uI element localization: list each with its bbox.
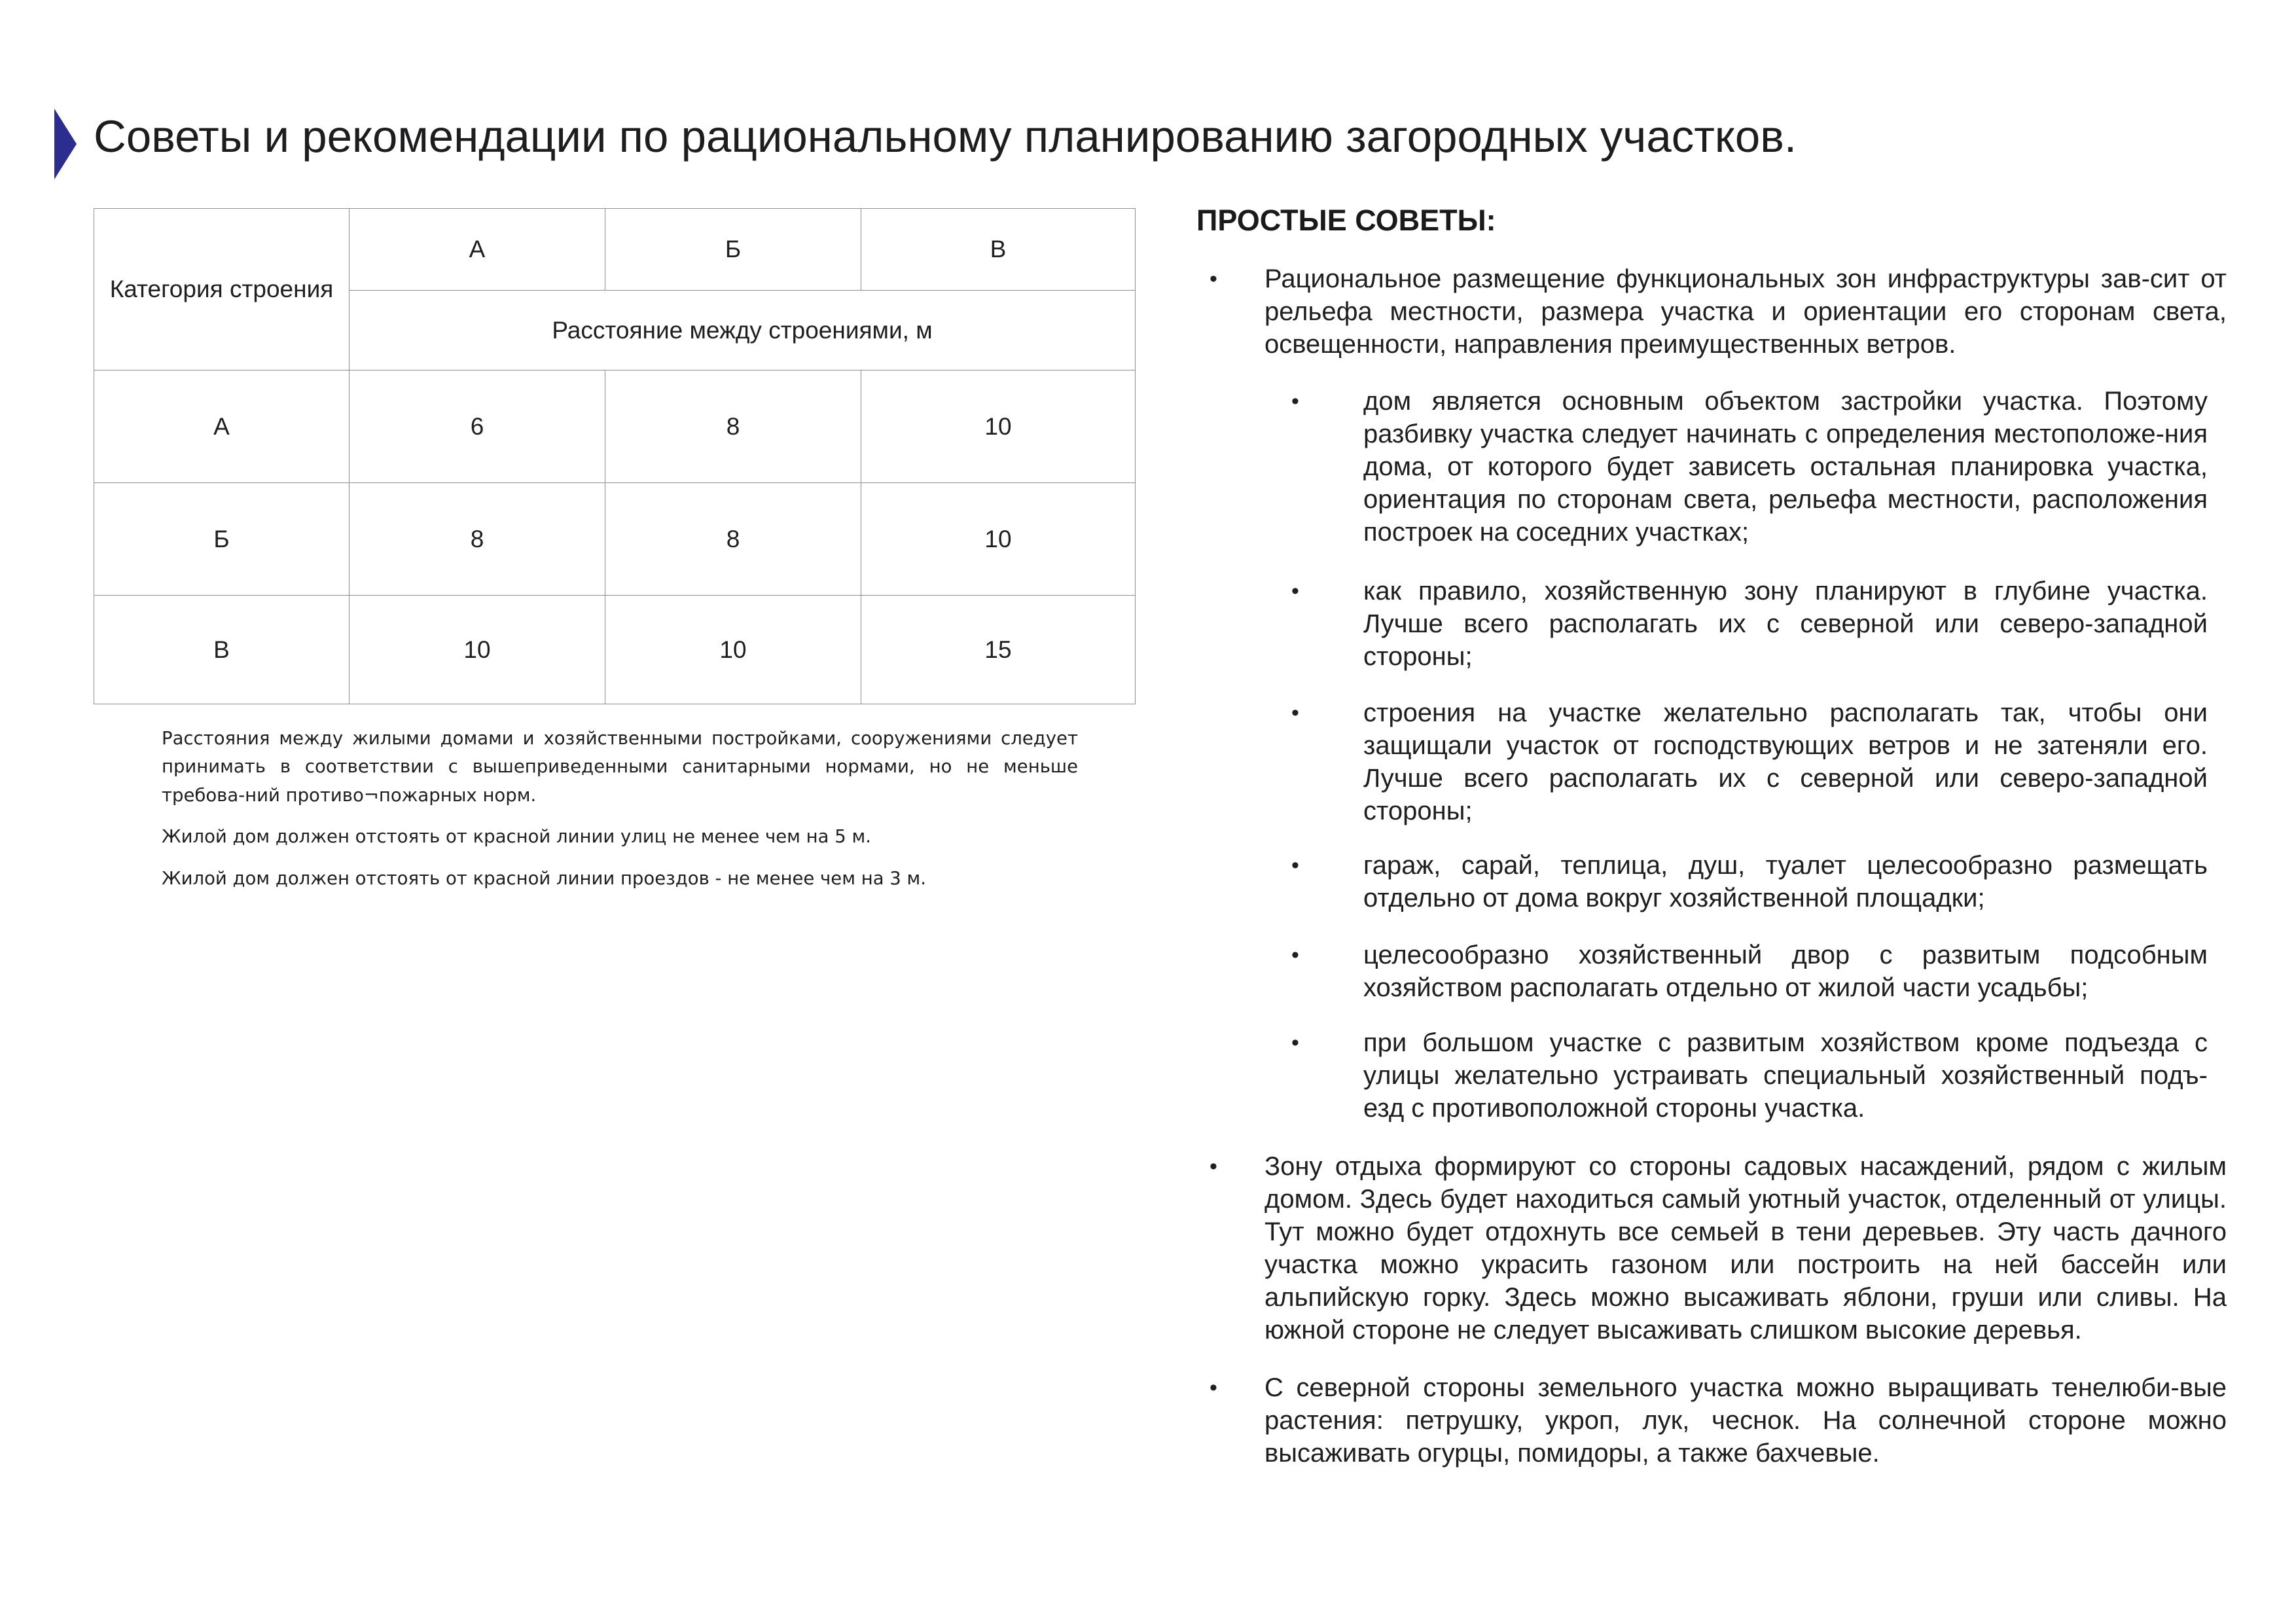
sub-tip-item bbox=[1291, 385, 2208, 549]
table-cell: 8 bbox=[605, 483, 861, 596]
header-col-a: А bbox=[350, 209, 605, 291]
table-cell: 6 bbox=[350, 370, 605, 483]
footnote: Жилой дом должен отстоять от красной линии улиц не менее чем на 5 м. bbox=[162, 826, 871, 848]
table-cell: 10 bbox=[605, 596, 861, 704]
sub-tip-item bbox=[1291, 575, 2208, 673]
sub-tip-text: строения на участке желательно располагать так, чтобы они защищали участок от господствующих ветров и не затеняли его. Лучше всего располагать их с северной или северо-западной стороны; bbox=[1363, 698, 2208, 825]
table-cell: 10 bbox=[861, 483, 1136, 596]
bullet-icon: • bbox=[1210, 1375, 1217, 1400]
bullet-icon: • bbox=[1291, 389, 1299, 414]
tip-text: Рациональное размещение функциональных зон инфраструктуры зав-сит от рельефа местности, размера участка и ориентации его сторонам света, освещенности, направления преимущественных ветров. bbox=[1265, 264, 2227, 359]
bullet-icon: • bbox=[1291, 943, 1299, 967]
sub-tip-item bbox=[1291, 1026, 2208, 1125]
table-cell: 10 bbox=[350, 596, 605, 704]
table-cell: 15 bbox=[861, 596, 1136, 704]
header-col-v: В bbox=[861, 209, 1136, 291]
tip-item bbox=[1210, 262, 2227, 361]
row-category: В bbox=[94, 596, 350, 704]
sub-tip-item bbox=[1291, 849, 2208, 914]
sub-tip-text: целесообразно хозяйственный двор с развитым подсобным хозяйством располагать отдельно от жилой части усадьбы; bbox=[1363, 941, 2208, 1002]
tips-heading: ПРОСТЫЕ СОВЕТЫ: bbox=[1196, 204, 1496, 237]
title-marker-triangle-icon bbox=[54, 109, 77, 179]
table-row bbox=[94, 596, 1136, 704]
row-category: А bbox=[94, 370, 350, 483]
sub-tip-text: дом является основным объектом застройки участка. Поэтому разбивку участка следует начинать с определения местоположе-ния дома, от которого будет зависеть остальная планировка участка, ориентация по сторонам света, рельефа местности, расположения построек на соседних участках; bbox=[1363, 387, 2208, 547]
header-distance: Расстояние между строениями, м bbox=[350, 291, 1136, 370]
bullet-icon: • bbox=[1210, 266, 1217, 291]
footnote: Расстояния между жилыми домами и хозяйственными постройками, сооружениями следует принимать в соответствии с вышеприведенными санитарными нормами, но не меньше требова-ний противо¬пожарных норм. bbox=[162, 728, 1078, 806]
table-row bbox=[94, 483, 1136, 596]
table-header-row bbox=[94, 209, 1136, 291]
sub-tip-text: как правило, хозяйственную зону планируют в глубине участка. Лучше всего располагать их с северной или северо-западной стороны; bbox=[1363, 577, 2208, 671]
table-footnotes bbox=[162, 725, 1078, 906]
sub-tip-text: гараж, сарай, теплица, душ, туалет целесообразно размещать отдельно от дома вокруг хозяйственной площадки; bbox=[1363, 851, 2208, 912]
header-col-b: Б bbox=[605, 209, 861, 291]
tip-text: С северной стороны земельного участка можно выращивать тенелюби-вые растения: петрушку, укроп, лук, чеснок. На солнечной стороне можно высаживать огурцы, помидоры, а также бахчевые. bbox=[1265, 1373, 2227, 1468]
sub-tip-item bbox=[1291, 939, 2208, 1004]
table-cell: 8 bbox=[350, 483, 605, 596]
table-row bbox=[94, 370, 1136, 483]
table-cell: 10 bbox=[861, 370, 1136, 483]
row-category: Б bbox=[94, 483, 350, 596]
footnote: Жилой дом должен отстоять от красной линии проездов - не менее чем на 3 м. bbox=[162, 867, 927, 889]
bullet-icon: • bbox=[1291, 1030, 1299, 1055]
bullet-icon: • bbox=[1291, 853, 1299, 878]
bullet-icon: • bbox=[1291, 579, 1299, 604]
table-cell: 8 bbox=[605, 370, 861, 483]
page-title: Советы и рекомендации по рациональному планированию загородных участков. bbox=[94, 111, 1797, 162]
bullet-icon: • bbox=[1210, 1154, 1217, 1179]
distance-table bbox=[94, 208, 1136, 704]
bullet-icon: • bbox=[1291, 700, 1299, 725]
tip-item bbox=[1210, 1150, 2227, 1346]
header-category: Категория строения bbox=[94, 209, 350, 370]
tip-item bbox=[1210, 1371, 2227, 1470]
tip-text: Зону отдыха формируют со стороны садовых насаждений, рядом с жилым домом. Здесь будет находиться самый уютный участок, отделенный от улицы. Тут можно будет отдохнуть все семьей в тени деревьев. Эту часть дачного участка можно украсить газоном или построить на ней бассейн или альпийскую горку. Здесь можно высаживать яблони, груши или сливы. На южной стороне не следует высаживать слишком высокие деревья. bbox=[1265, 1152, 2227, 1344]
sub-tip-text: при большом участке с развитым хозяйством кроме подъезда с улицы желательно устраивать специальный хозяйственный подъ-езд с противоположной стороны участка. bbox=[1363, 1028, 2208, 1123]
sub-tip-item bbox=[1291, 696, 2208, 827]
